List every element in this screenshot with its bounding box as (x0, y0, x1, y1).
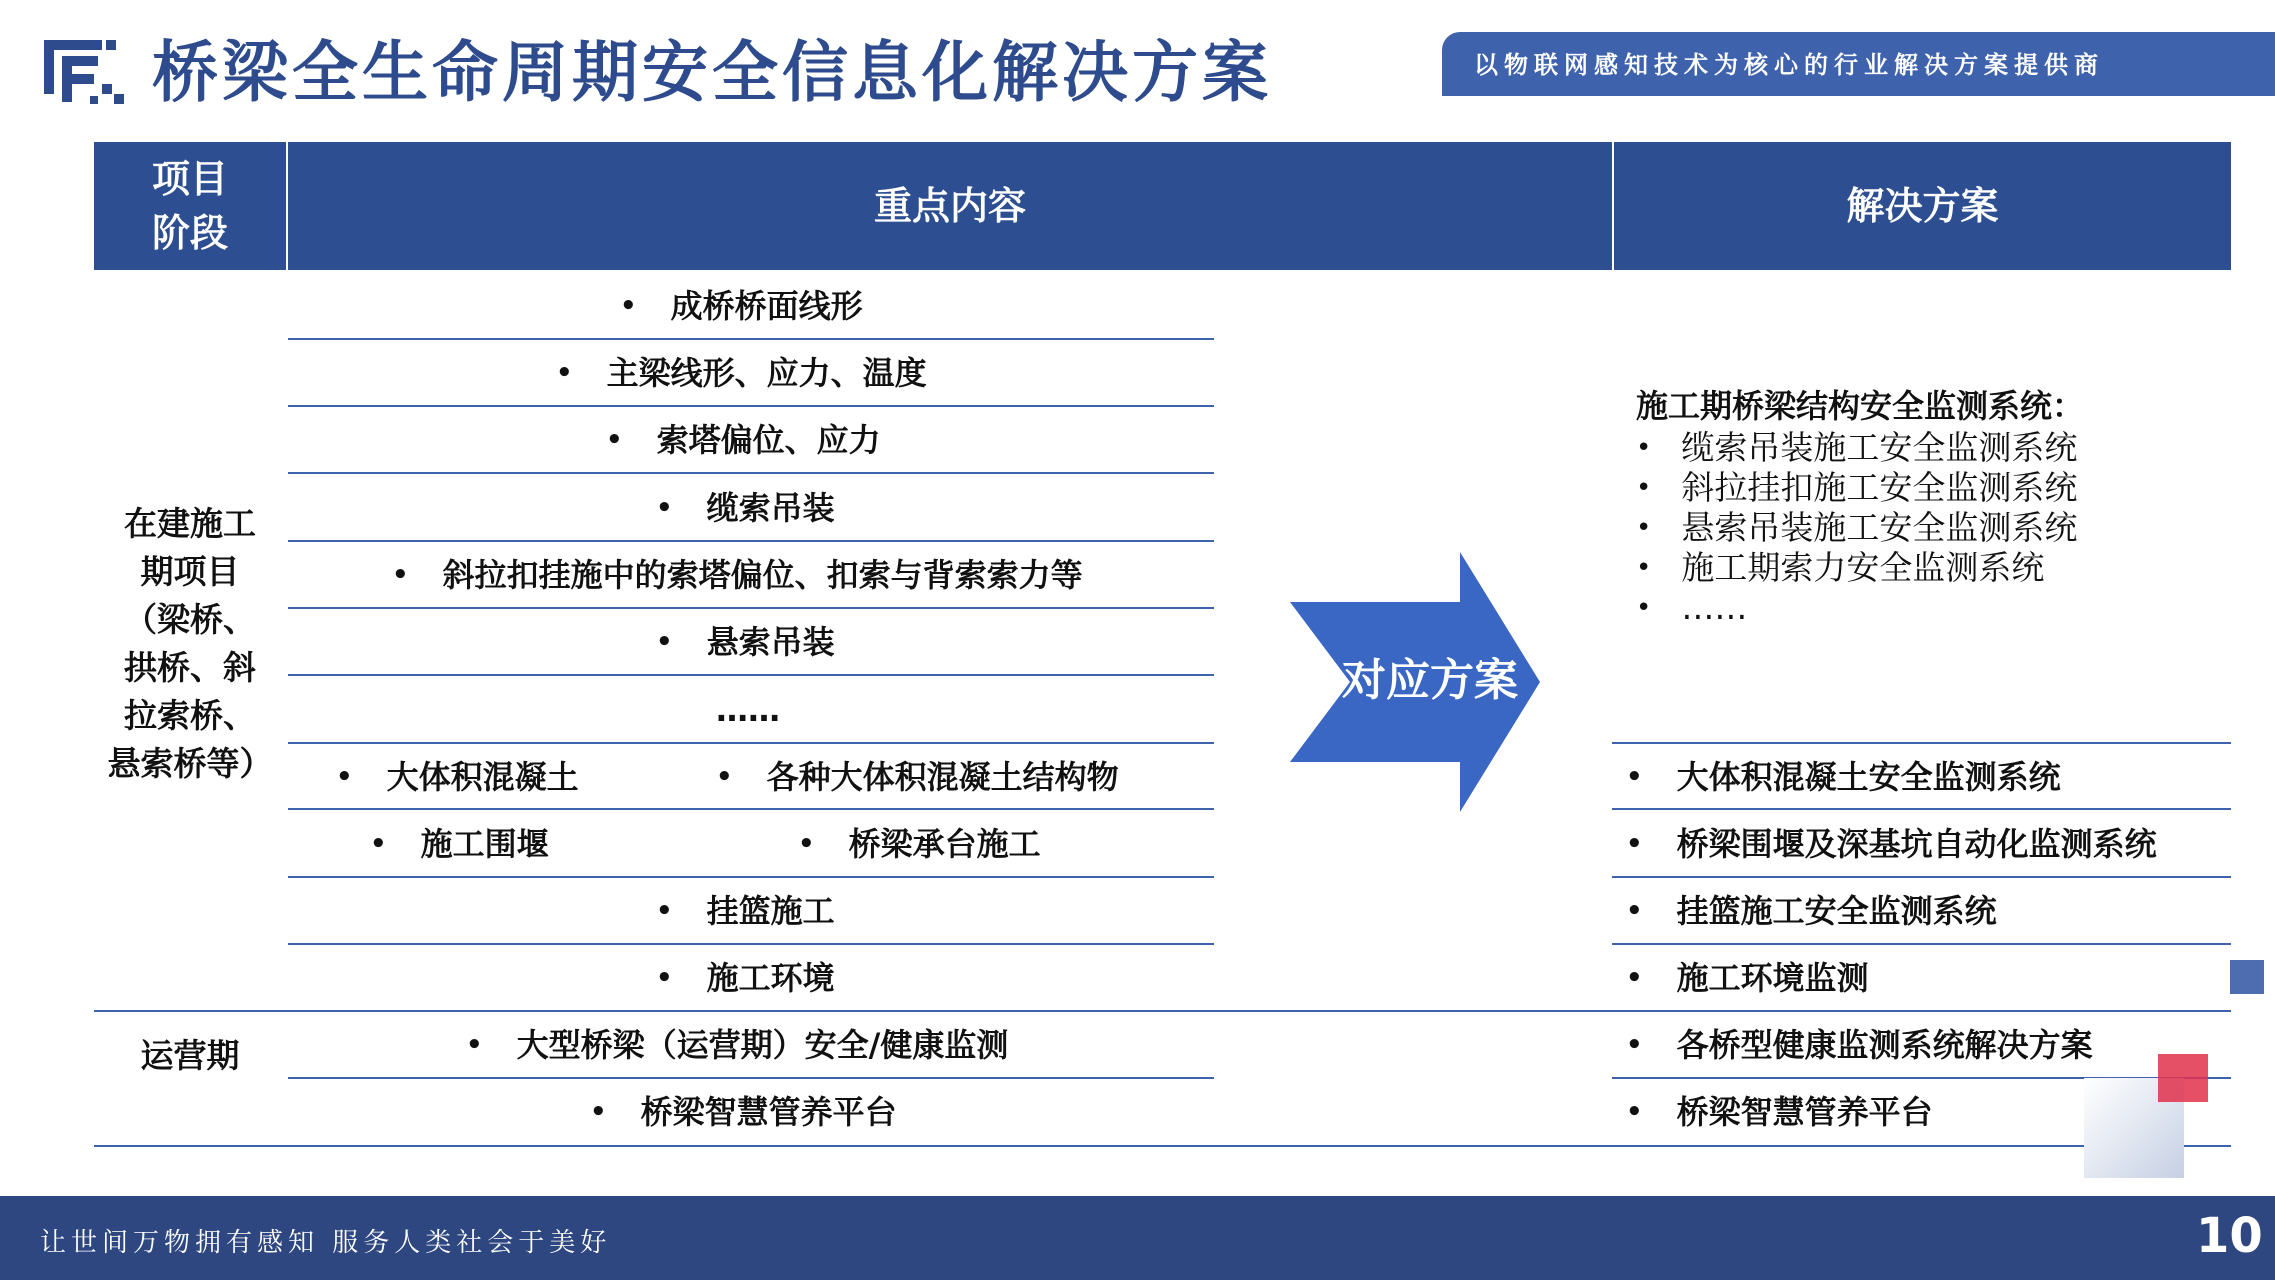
bullet-icon: • (716, 762, 733, 792)
content-row (392, 555, 1083, 595)
solution-row (1626, 958, 1869, 998)
content-text: 缆索吊装 (706, 489, 835, 527)
bullet-icon: • (1626, 1097, 1643, 1127)
content-row (656, 958, 835, 998)
tagline-banner: 以物联网感知技术为核心的行业解决方案提供商 (1442, 32, 2275, 96)
content-text: 索塔偏位、应力 (656, 421, 881, 459)
content-row (716, 757, 1119, 797)
content-row (556, 353, 927, 393)
bullet-icon: • (798, 829, 815, 859)
solution-text: 悬索吊装施工安全监测系统 (1681, 508, 2078, 547)
content-row (606, 420, 881, 460)
content-text: 施工围堰 (420, 825, 549, 863)
content-text: 桥梁智慧管养平台 (640, 1093, 897, 1131)
bullet-icon: • (656, 963, 673, 993)
bullet-icon: • (392, 560, 409, 590)
content-row (590, 1092, 897, 1132)
solution-text: 挂篮施工安全监测系统 (1676, 892, 1997, 930)
stage-construction-line: 在建施工 (124, 504, 256, 543)
bullet-icon: • (556, 358, 573, 388)
solution-divider (1612, 808, 2231, 810)
header-solution: 解决方案 (1614, 142, 2231, 270)
solution-divider (1612, 742, 2231, 744)
bullet-icon: • (1626, 1030, 1643, 1060)
content-row (336, 757, 579, 797)
stage-construction (100, 500, 280, 788)
row-divider (288, 338, 1214, 340)
bullet-icon: • (656, 627, 673, 657)
stage-construction-line: 期项目 (140, 552, 240, 591)
solution-group-item (1636, 468, 2084, 508)
solution-group-item (1636, 508, 2084, 548)
content-text: 悬索吊装 (706, 623, 835, 661)
page-title: 桥梁全生命周期安全信息化解决方案 (152, 34, 1272, 111)
solution-group-title: 施工期桥梁结构安全监测系统： (1636, 387, 2085, 425)
divider-bottom (94, 1145, 2231, 1147)
content-text: 主梁线形、应力、温度 (606, 354, 927, 392)
content-text: 大型桥梁（运营期）安全/健康监测 (516, 1026, 1009, 1064)
row-divider (288, 943, 1214, 945)
content-row (370, 824, 549, 864)
content-text: 斜拉扣挂施中的索塔偏位、扣索与背索索力等 (442, 556, 1083, 594)
solution-text: 桥梁围堰及深基坑自动化监测系统 (1676, 825, 2157, 863)
row-divider (288, 1077, 1214, 1079)
header-stage (94, 142, 286, 270)
row-divider (288, 674, 1214, 676)
solution-group-item (1636, 548, 2084, 588)
bullet-icon: • (590, 1097, 607, 1127)
content-row (656, 891, 835, 931)
divider-operation (94, 1010, 2231, 1012)
bullet-icon: • (656, 493, 673, 523)
solution-group-item (1636, 588, 2084, 628)
content-row (620, 286, 863, 326)
solution-text: 大体积混凝土安全监测系统 (1676, 758, 2061, 796)
arrow-label: 对应方案 (1342, 655, 1518, 706)
bullet-icon: • (606, 425, 623, 455)
solution-text: 施工环境监测 (1676, 959, 1869, 997)
decor-square (2230, 960, 2264, 994)
content-text: 成桥桥面线形 (670, 287, 863, 325)
content-row (798, 824, 1041, 864)
solution-text: …… (1681, 588, 1748, 627)
row-divider (288, 808, 1214, 810)
stage-construction-line: 悬索桥等） (107, 744, 273, 783)
content-text: …… (716, 691, 780, 729)
bullet-icon: • (1636, 593, 1652, 623)
content-row (466, 1025, 1008, 1065)
solution-text: 斜拉挂扣施工安全监测系统 (1681, 468, 2078, 507)
header-stage-line1: 项目 (151, 157, 228, 201)
content-row (656, 488, 835, 528)
bullet-icon: • (1636, 513, 1652, 543)
bullet-icon: • (1626, 963, 1643, 993)
bullet-icon: • (1636, 553, 1652, 583)
freesun-logo (40, 36, 132, 108)
content-row (716, 690, 780, 730)
bullet-icon: • (370, 829, 387, 859)
bullet-icon: • (466, 1030, 483, 1060)
solution-row (1626, 1025, 2093, 1065)
solution-divider (1612, 943, 2231, 945)
content-text: 施工环境 (706, 959, 835, 997)
solution-row (1626, 757, 2061, 797)
solution-text: 施工期索力安全监测系统 (1681, 548, 2045, 587)
bullet-icon: • (1626, 762, 1643, 792)
solution-group (1636, 384, 2084, 628)
row-divider (288, 742, 1214, 744)
solution-row (1626, 1092, 1933, 1132)
stage-construction-line: 拉索桥、 (124, 696, 256, 735)
header-stage-line2: 阶段 (151, 211, 228, 255)
content-text: 大体积混凝土 (386, 758, 579, 796)
row-divider (288, 472, 1214, 474)
page-number: 10 (2196, 1208, 2263, 1264)
row-divider (288, 607, 1214, 609)
solution-group-item (1636, 428, 2084, 468)
bullet-icon: • (1636, 473, 1652, 503)
solution-text: 缆索吊装施工安全监测系统 (1681, 428, 2078, 467)
content-text: 各种大体积混凝土结构物 (766, 758, 1119, 796)
content-row (656, 622, 835, 662)
row-divider (288, 405, 1214, 407)
bullet-icon: • (336, 762, 353, 792)
stage-operation: 运营期 (140, 1036, 240, 1075)
content-text: 挂篮施工 (706, 892, 835, 930)
content-text: 桥梁承台施工 (848, 825, 1041, 863)
solution-row (1626, 891, 1997, 931)
solution-row (1626, 824, 2157, 864)
bullet-icon: • (1626, 829, 1643, 859)
solution-text: 桥梁智慧管养平台 (1676, 1093, 1933, 1131)
solution-divider (1612, 876, 2231, 878)
stage-construction-line: 拱桥、斜 (124, 648, 256, 687)
row-divider (288, 540, 1214, 542)
solution-text: 各桥型健康监测系统解决方案 (1676, 1026, 2093, 1064)
bullet-icon: • (620, 291, 637, 321)
bullet-icon: • (656, 896, 673, 926)
decor-square (2158, 1054, 2208, 1102)
row-divider (288, 876, 1214, 878)
bullet-icon: • (1636, 433, 1652, 463)
footer-slogan: 让世间万物拥有感知 服务人类社会于美好 (40, 1228, 612, 1258)
header-key-content: 重点内容 (288, 142, 1612, 270)
bullet-icon: • (1626, 896, 1643, 926)
stage-construction-line: （梁桥、 (124, 600, 256, 639)
